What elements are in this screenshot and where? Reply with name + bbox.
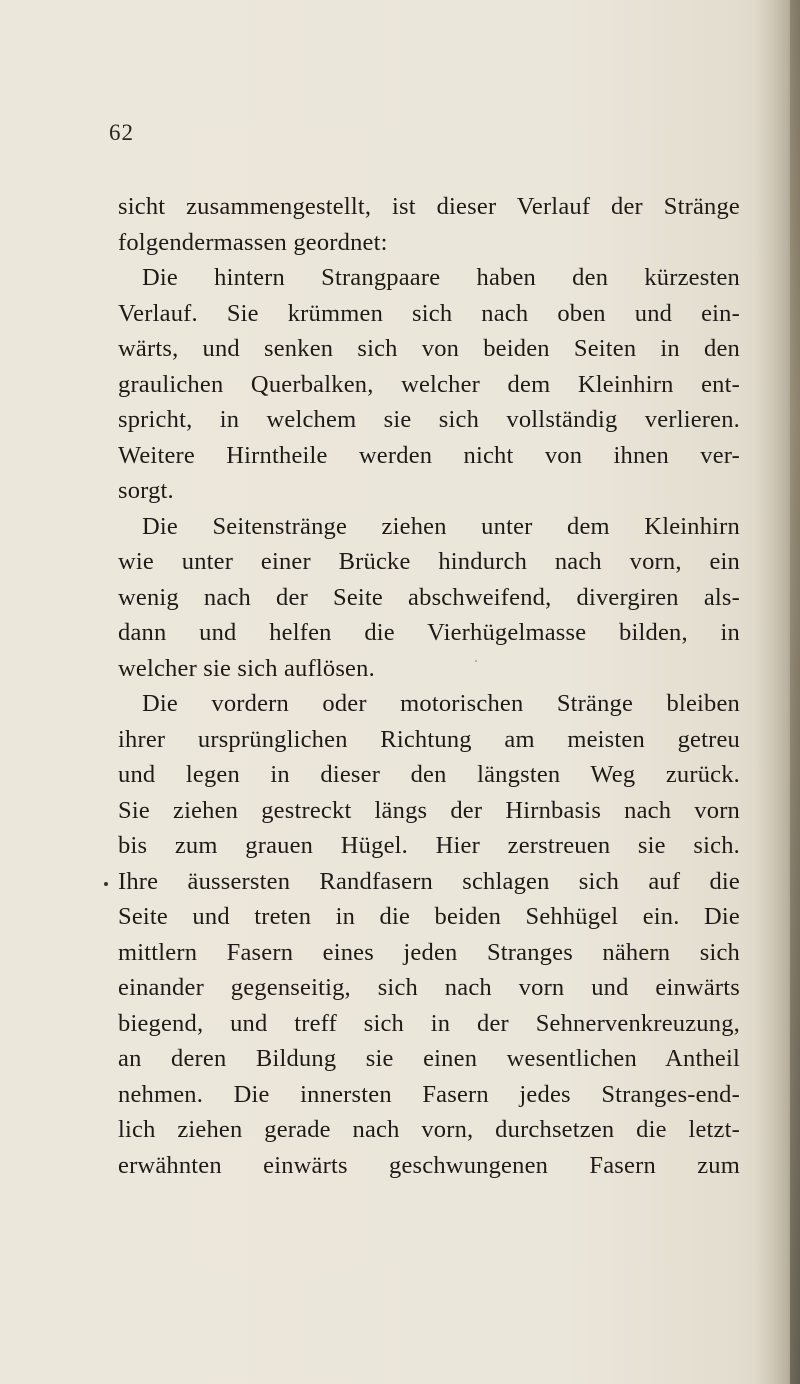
text-line: an deren Bildung sie einen wesentlichen Antheil [118, 1045, 740, 1072]
text-line: spricht, in welchem sie sich vollständig verlieren. [118, 406, 740, 433]
text-line: sicht zusammengestellt, ist dieser Verlauf der Stränge [118, 193, 740, 220]
text-line: Die Seitenstränge ziehen unter dem Kleinhirn [142, 512, 740, 540]
text-line: graulichen Querbalken, welcher dem Kleinhirn ent- [118, 370, 740, 398]
text-line: wie unter einer Brücke hindurch nach vorn, ein [118, 548, 740, 575]
text-line: erwähnten einwärts geschwungenen Fasern zum [118, 1151, 740, 1179]
text-line: welcher sie sich auflösen. [118, 654, 375, 682]
text-line: Seite und treten in die beiden Sehhügel ein. Die [118, 903, 740, 930]
text-line: nehmen. Die innersten Fasern jedes Stranges-end- [118, 1080, 740, 1108]
paper-speck [104, 882, 108, 886]
text-line: lich ziehen gerade nach vorn, durchsetzen die letzt- [118, 1116, 740, 1143]
text-line: wärts, und senken sich von beiden Seiten in den [118, 335, 740, 362]
page-number: 62 [109, 120, 134, 145]
text-line: Die vordern oder motorischen Stränge bleiben [142, 690, 740, 717]
text-line: einander gegenseitig, sich nach vorn und einwärts [118, 974, 740, 1001]
page-binding-shadow [790, 0, 800, 1384]
text-line: Ihre äussersten Randfasern schlagen sich auf die [118, 867, 740, 895]
body-text [118, 189, 740, 1183]
text-line: Sie ziehen gestreckt längs der Hirnbasis nach vorn [118, 796, 740, 824]
text-line: ihrer ursprünglichen Richtung am meisten getreu [118, 725, 740, 753]
text-line: bis zum grauen Hügel. Hier zerstreuen sie sich. [118, 832, 740, 859]
paper-speck [475, 660, 477, 662]
text-line: folgendermassen geordnet: [118, 228, 388, 256]
text-line: Die hintern Strangpaare haben den kürzesten [142, 264, 740, 291]
text-line: wenig nach der Seite abschweifend, divergiren als- [118, 583, 740, 611]
text-line: Weitere Hirntheile werden nicht von ihnen ver- [118, 441, 740, 469]
text-line: dann und helfen die Vierhügelmasse bilden, in [118, 619, 740, 646]
text-line: biegend, und treff sich in der Sehnervenkreuzung, [118, 1009, 740, 1037]
text-line: und legen in dieser den längsten Weg zurück. [118, 761, 740, 788]
text-line: sorgt. [118, 477, 174, 504]
text-line: Verlauf. Sie krümmen sich nach oben und ein- [118, 299, 740, 327]
text-line: mittlern Fasern eines jeden Stranges nähern sich [118, 938, 740, 966]
